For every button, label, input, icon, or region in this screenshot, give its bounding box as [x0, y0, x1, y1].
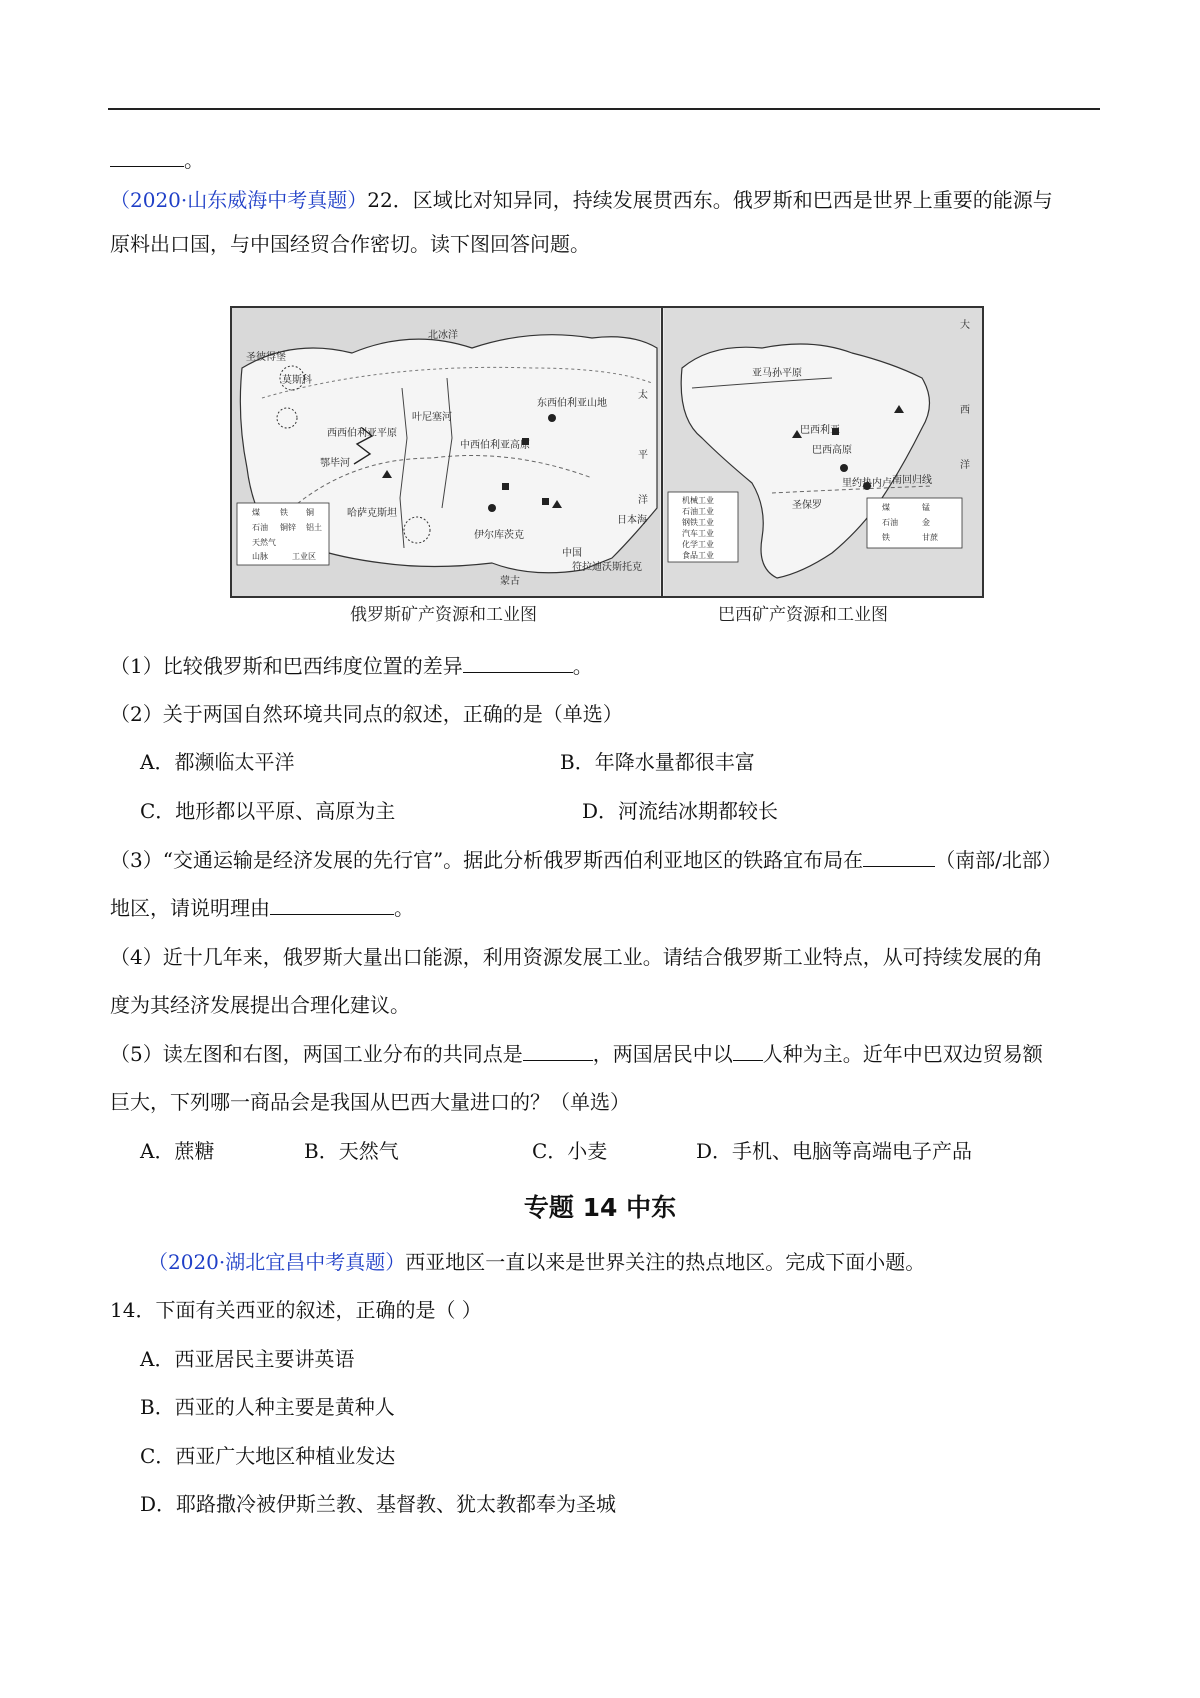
answer-blank-p3b[interactable] — [270, 896, 394, 915]
brazil-legend-res-3: 金 — [922, 518, 930, 527]
brazil-legend-res-0: 煤 — [882, 503, 890, 512]
answer-blank-p5a[interactable] — [523, 1042, 593, 1061]
label-ob: 鄂毕河 — [320, 458, 350, 469]
q14-option-c[interactable]: C．西亚广大地区种植业发达 — [140, 1444, 396, 1468]
russia-legend-5: 铝土 — [306, 523, 322, 532]
q22-part5-line1 — [110, 1040, 1043, 1068]
label-brasilia: 巴西利亚 — [800, 425, 840, 436]
russia-legend-0: 煤 — [252, 508, 260, 517]
label-tropic-of-capricorn: 南回归线 — [892, 475, 932, 486]
q22-part2: （2）关于两国自然环境共同点的叙述，正确的是（单选） — [110, 702, 623, 726]
label-atlantic-1: 大 — [960, 320, 970, 331]
q22-part5-line2: 巨大，下列哪一商品会是我国从巴西大量进口的？（单选） — [110, 1090, 630, 1114]
label-pacific-1: 太 — [638, 390, 648, 401]
label-brazilian-highlands: 巴西高原 — [812, 445, 852, 456]
brazil-legend-ind-2: 钢铁工业 — [682, 518, 714, 527]
label-kazakhstan: 哈萨克斯坦 — [347, 508, 397, 519]
brazil-legend-ind-1: 石油工业 — [682, 507, 714, 516]
label-rio-de-janeiro: 里约热内卢 — [842, 478, 892, 489]
label-sea-of-japan: 日本海 — [617, 515, 647, 526]
q22-p5-option-c[interactable]: C．小麦 — [532, 1139, 608, 1163]
russia-legend-6: 天然气 — [252, 538, 276, 547]
brazil-legend-ind-4: 化学工业 — [682, 540, 714, 549]
q22-part1-text: （1）比较俄罗斯和巴西纬度位置的差异 — [110, 654, 463, 678]
header-rule — [108, 108, 1100, 110]
label-irkutsk: 伊尔库茨克 — [474, 530, 524, 541]
russia-legend-2: 铜 — [306, 508, 314, 517]
russia-map — [232, 308, 660, 596]
label-pacific-2: 平 — [638, 450, 648, 461]
q22-part5-text-a: （5）读左图和右图，两国工业分布的共同点是 — [110, 1042, 523, 1066]
map-frame — [230, 306, 984, 598]
q22-part1-suffix: 。 — [572, 654, 593, 678]
brazil-legend-res-4: 铁 — [882, 533, 890, 542]
label-yenisei: 叶尼塞河 — [412, 412, 452, 423]
answer-blank[interactable] — [110, 148, 184, 167]
maps-svg — [232, 308, 982, 596]
russia-legend-4: 铜锌 — [280, 523, 296, 532]
q14-option-a[interactable]: A．西亚居民主要讲英语 — [140, 1347, 355, 1371]
label-amazon-plain: 亚马孙平原 — [752, 368, 802, 379]
russia-legend-1: 铁 — [280, 508, 288, 517]
q22-p2-option-b[interactable]: B．年降水量都很丰富 — [560, 750, 755, 774]
brazil-legend-ind-5: 食品工业 — [682, 551, 714, 560]
russia-legend-7: 山脉 — [252, 552, 268, 561]
russia-map-caption: 俄罗斯矿产资源和工业图 — [350, 605, 537, 625]
q22-p5-option-b[interactable]: B．天然气 — [304, 1139, 399, 1163]
q22-part3-text-a: （3）“交通运输是经济发展的先行官”。据此分析俄罗斯西伯利亚地区的铁路宜布局在 — [110, 848, 864, 872]
q22-p2-option-c[interactable]: C．地形都以平原、高原为主 — [140, 799, 396, 823]
q22-part5-text-c: 人种为主。近年中巴双边贸易额 — [762, 1042, 1043, 1066]
q22-p2-option-a[interactable]: A．都濒临太平洋 — [140, 750, 295, 774]
label-atlantic-2: 西 — [960, 405, 970, 416]
russia-legend-3: 石油 — [252, 523, 268, 532]
q22-stem-line1 — [110, 186, 1053, 214]
label-arctic-ocean: 北冰洋 — [428, 330, 458, 341]
q22-p2-option-d[interactable]: D．河流结冰期都较长 — [582, 799, 779, 823]
q14-intro-line — [148, 1248, 925, 1276]
q22-p5-option-a[interactable]: A．蔗糖 — [140, 1139, 215, 1163]
answer-blank-p1[interactable] — [463, 654, 573, 673]
label-st-petersburg: 圣彼得堡 — [246, 352, 286, 363]
map-figure — [230, 306, 980, 624]
label-pacific-3: 洋 — [638, 495, 648, 506]
label-vladivostok: 符拉迪沃斯托克 — [572, 562, 642, 573]
label-sao-paulo: 圣保罗 — [792, 500, 822, 511]
brazil-legend-ind-0: 机械工业 — [682, 496, 714, 505]
russia-legend-8: 工业区 — [292, 552, 316, 561]
label-mongolia: 蒙古 — [500, 576, 520, 587]
q22-source: （2020·山东威海中考真题） — [110, 188, 368, 212]
label-west-siberian-plain: 西西伯利亚平原 — [327, 428, 397, 439]
answer-blank-p3a[interactable] — [863, 848, 935, 867]
answer-blank-p5b[interactable] — [733, 1042, 763, 1061]
q22-part4-line1: （4）近十几年来，俄罗斯大量出口能源，利用资源发展工业。请结合俄罗斯工业特点，从可持续发展的角 — [110, 945, 1043, 969]
label-moscow: 莫斯科 — [282, 375, 312, 386]
q22-part3-line2 — [110, 894, 414, 922]
brazil-legend-ind-3: 汽车工业 — [682, 529, 714, 538]
q14-option-d[interactable]: D．耶路撒冷被伊斯兰教、基督教、犹太教都奉为圣城 — [140, 1492, 617, 1516]
label-atlantic-3: 洋 — [960, 460, 970, 471]
q22-part4-line2: 度为其经济发展提出合理化建议。 — [110, 993, 410, 1017]
q22-part3-line1 — [110, 846, 1062, 874]
q14-stem: 14．下面有关西亚的叙述，正确的是（ ） — [110, 1298, 482, 1322]
brazil-legend-res-2: 石油 — [882, 518, 898, 527]
q22-part5-text-b: ，两国居民中以 — [592, 1042, 733, 1066]
continuation-suffix: 。 — [184, 148, 204, 172]
brazil-map-caption: 巴西矿产资源和工业图 — [718, 605, 888, 625]
q22-part3-text-c: 地区，请说明理由 — [110, 896, 270, 920]
label-china: 中国 — [562, 548, 582, 559]
brazil-legend-res-1: 锰 — [922, 503, 930, 512]
q22-part3-text-d: 。 — [394, 896, 414, 920]
label-east-siberian-mountains: 东西伯利亚山地 — [537, 398, 607, 409]
q22-part1 — [110, 652, 593, 680]
q22-stem-text1: 22．区域比对知异同，持续发展贯西东。俄罗斯和巴西是世界上重要的能源与 — [367, 188, 1053, 212]
q14-intro: 西亚地区一直以来是世界关注的热点地区。完成下面小题。 — [405, 1250, 926, 1274]
label-central-siberian-plateau: 中西伯利亚高原 — [460, 440, 530, 451]
section-title: 专题 14 中东 — [523, 1193, 677, 1222]
q14-option-b[interactable]: B．西亚的人种主要是黄种人 — [140, 1395, 395, 1419]
continuation-line — [110, 146, 204, 174]
brazil-legend-res-5: 甘蔗 — [922, 533, 938, 542]
q22-p5-option-d[interactable]: D．手机、电脑等高端电子产品 — [696, 1139, 973, 1163]
q22-stem-line2: 原料出口国，与中国经贸合作密切。读下图回答问题。 — [110, 232, 590, 256]
brazil-map — [664, 308, 982, 596]
q22-part3-text-b: （南部/北部） — [935, 848, 1062, 872]
q14-source: （2020·湖北宜昌中考真题） — [148, 1250, 406, 1274]
